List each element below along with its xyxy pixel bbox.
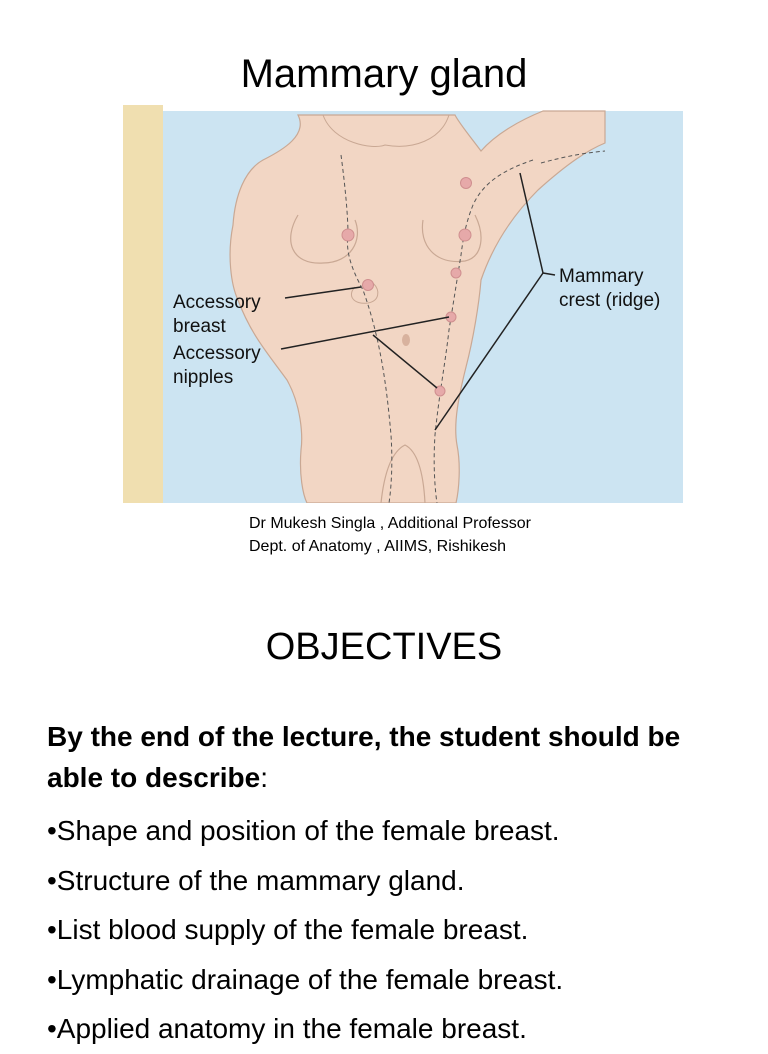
credit-line-author: Dr Mukesh Singla , Additional Professor — [249, 515, 531, 532]
objectives-intro-bold: By the end of the lecture, the student should be able to describe — [47, 721, 681, 793]
label-accessory-breast-2: breast — [173, 316, 226, 337]
objectives-list — [47, 806, 757, 1054]
nipple-icon — [459, 229, 471, 241]
objective-item: •Shape and position of the female breast. — [47, 815, 560, 846]
accessory-nipple-icon — [461, 178, 472, 189]
author-credit — [249, 512, 531, 558]
label-mammary-crest-1: Mammary — [559, 266, 644, 287]
side-bar — [123, 105, 163, 503]
accessory-breast-nipple-icon — [363, 280, 374, 291]
navel — [402, 334, 410, 346]
label-accessory-breast-1: Accessory — [173, 292, 261, 313]
credit-line-department: Dept. of Anatomy , AIIMS, Rishikesh — [249, 538, 506, 555]
mammary-crest-figure — [123, 105, 688, 503]
objectives-intro — [47, 716, 737, 798]
anatomy-illustration — [123, 105, 688, 503]
objective-item: •Structure of the mammary gland. — [47, 864, 465, 896]
objective-item: •Lymphatic drainage of the female breast. — [47, 963, 564, 995]
label-mammary-crest-2: crest (ridge) — [559, 290, 661, 311]
accessory-nipple-icon — [451, 268, 461, 278]
objective-item: •Applied anatomy in the female breast. — [47, 1013, 527, 1044]
label-accessory-nipples-1: Accessory — [173, 343, 261, 364]
slide-title: Mammary gland — [240, 52, 528, 96]
objectives-intro-suffix: : — [260, 762, 268, 793]
objective-item: •List blood supply of the female breast. — [47, 914, 529, 945]
objectives-heading: OBJECTIVES — [265, 626, 503, 668]
nipple-icon — [342, 229, 354, 241]
label-accessory-nipples-2: nipples — [173, 367, 234, 388]
